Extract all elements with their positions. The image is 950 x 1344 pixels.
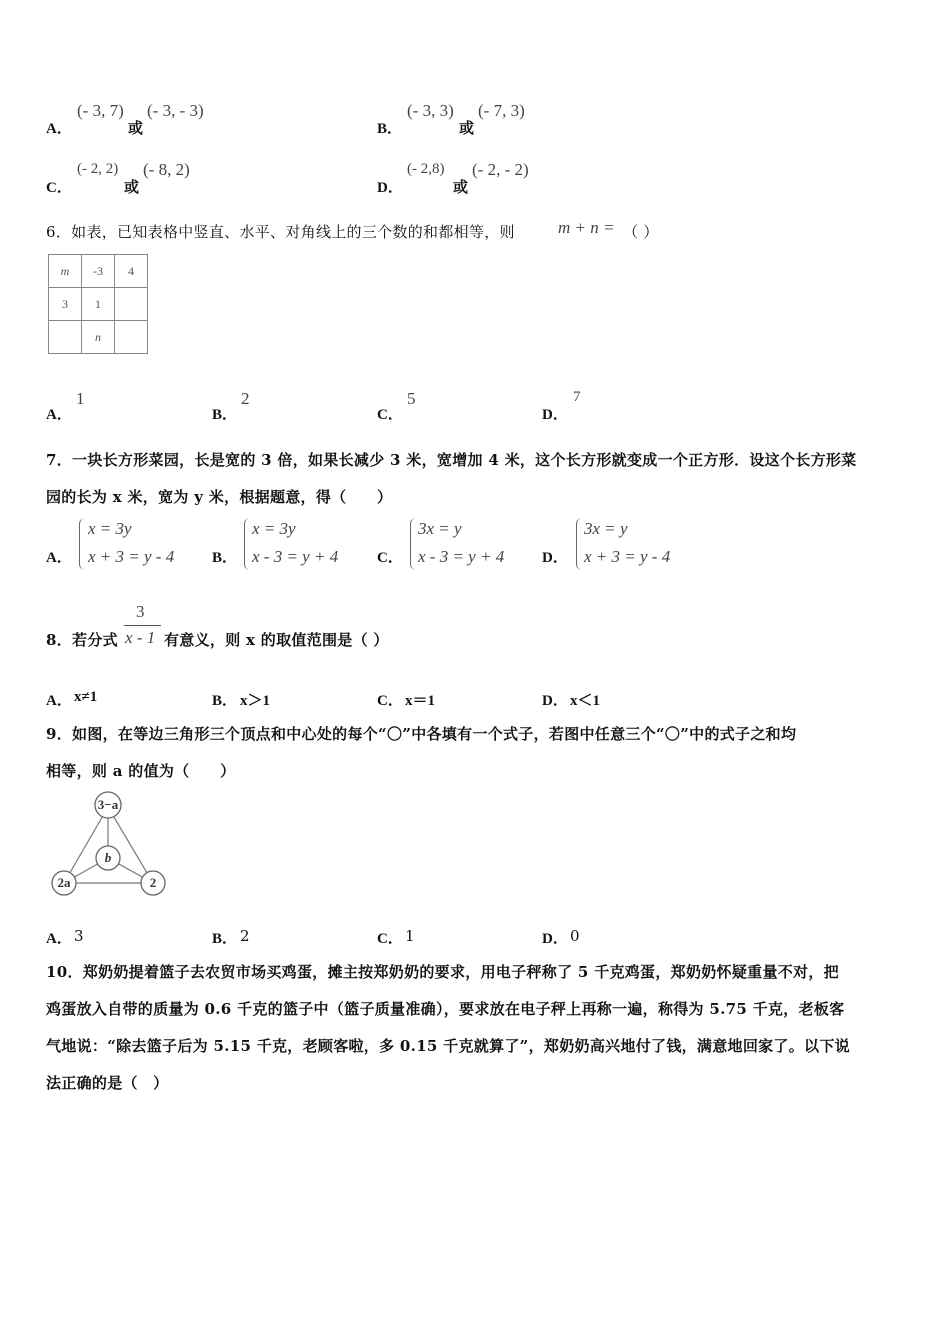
equation: x + 3 = y - 4 (88, 547, 175, 566)
option-label: A． (46, 407, 72, 423)
brace-icon (410, 518, 417, 570)
point: (- 2,8) (407, 161, 445, 177)
point: (- 7, 3) (478, 101, 525, 120)
q9-triangle-diagram (44, 790, 174, 900)
option-label: B． (377, 121, 403, 137)
equation: x - 3 = y + 4 (418, 547, 505, 566)
fraction-denominator: x - 1 (125, 628, 156, 647)
q10-stem-line3: 气地说：“除去篮子后为 5.15 千克，老顾客啦，多 0.15 千克就算了”，郑奶奶高兴地付了钱，满意地回家了。以下说 (46, 1037, 850, 1055)
q7-stem-line2: 园的长为 x 米，宽为 y 米，根据题意，得（ ） (46, 488, 393, 506)
option-label: A． (46, 121, 72, 137)
q7-stem-line1: 7．一块长方形菜园，长是宽的 3 倍，如果长减少 3 米，宽增加 4 米，这个长方形就变成一个正方形．设这个长方形菜 (46, 451, 857, 469)
q6-stem: 6．如表，已知表格中竖直、水平、对角线上的三个数的和都相等，则 (46, 223, 515, 241)
or-text: 或 (124, 178, 140, 196)
option-label: A． (46, 931, 72, 947)
option-value: 2 (241, 389, 250, 408)
fraction-bar (124, 625, 161, 626)
option-label: C． (377, 931, 403, 947)
q8-suffix: 有意义，则 x 的取值范围是（ ） (164, 631, 389, 649)
option-label: D． (542, 931, 568, 947)
grid-cell: m (49, 255, 82, 288)
option-value: 5 (407, 389, 416, 408)
or-text: 或 (453, 178, 469, 196)
grid-cell (115, 288, 148, 321)
equation: x = 3y (88, 519, 132, 538)
grid-cell: -3 (82, 255, 115, 288)
triangle-edge (64, 807, 108, 883)
q6-expression: m + n = (558, 218, 615, 237)
option-label: D． (377, 180, 403, 196)
q9-stem-line2: 相等，则 a 的值为（ ） (46, 762, 236, 780)
option-value: x＜1 (570, 693, 601, 709)
q6-magic-square (48, 254, 148, 354)
option-value: 1 (76, 389, 85, 408)
option-label: A． (46, 550, 72, 566)
option-label: C． (377, 407, 403, 423)
option-value: 7 (573, 389, 581, 405)
option-value: x＞1 (240, 693, 271, 709)
equation: x - 3 = y + 4 (252, 547, 339, 566)
or-text: 或 (128, 119, 144, 137)
q10-stem-line1: 10．郑奶奶提着篮子去农贸市场买鸡蛋，摊主按郑奶奶的要求，用电子秤称了 5 千克鸡蛋，郑奶奶怀疑重量不对，把 (46, 963, 839, 981)
option-value: 2 (240, 927, 250, 945)
point: (- 8, 2) (143, 160, 190, 179)
grid-cell (49, 321, 82, 354)
or-text: 或 (459, 119, 475, 137)
grid-cell (115, 321, 148, 354)
option-label: B． (212, 550, 238, 566)
point: (- 2, - 2) (472, 160, 529, 179)
node-center-label: b (104, 850, 112, 865)
grid-cell: 1 (82, 288, 115, 321)
option-value: x≠1 (74, 689, 98, 705)
node-left-label: 2a (57, 875, 71, 890)
node-right-label: 2 (149, 875, 157, 890)
option-value: x＝1 (405, 693, 436, 709)
option-label: B． (212, 407, 238, 423)
option-label: D． (542, 693, 568, 709)
option-label: B． (212, 931, 238, 947)
option-label: C． (377, 550, 403, 566)
equation: x = 3y (252, 519, 296, 538)
q8-prefix: 8．若分式 (46, 631, 118, 649)
option-label: A． (46, 693, 72, 709)
brace-icon (576, 518, 583, 570)
grid-cell: n (82, 321, 115, 354)
q9-stem-line1: 9．如图，在等边三角形三个顶点和中心处的每个“〇”中各填有一个式子，若图中任意三个“〇”中的式子之和均 (46, 725, 797, 743)
brace-icon (244, 518, 251, 570)
option-label: D． (542, 407, 568, 423)
option-value: 1 (405, 927, 415, 945)
point: (- 3, - 3) (147, 101, 204, 120)
node-top-label: 3−a (97, 797, 119, 812)
q6-paren: （ ） (623, 223, 659, 241)
option-value: 3 (74, 927, 84, 945)
point: (- 3, 3) (407, 101, 454, 120)
option-label: C． (377, 693, 403, 709)
triangle-edge (108, 807, 153, 883)
fraction-numerator: 3 (136, 602, 145, 621)
option-label: D． (542, 550, 568, 566)
q10-stem-line4: 法正确的是（ ） (46, 1074, 169, 1092)
brace-icon (79, 518, 86, 570)
grid-cell: 3 (49, 288, 82, 321)
point: (- 2, 2) (77, 161, 119, 177)
option-label: C． (46, 180, 72, 196)
q10-stem-line2: 鸡蛋放入自带的质量为 0.6 千克的篮子中（篮子质量准确），要求放在电子秤上再称一遍，称得为 5.75 千克，老板客 (46, 1000, 845, 1018)
equation: x + 3 = y - 4 (584, 547, 671, 566)
grid-cell: 4 (115, 255, 148, 288)
option-value: 0 (570, 927, 580, 945)
point: (- 3, 7) (77, 101, 124, 120)
option-label: B． (212, 693, 238, 709)
equation: 3x = y (418, 519, 462, 538)
equation: 3x = y (584, 519, 628, 538)
